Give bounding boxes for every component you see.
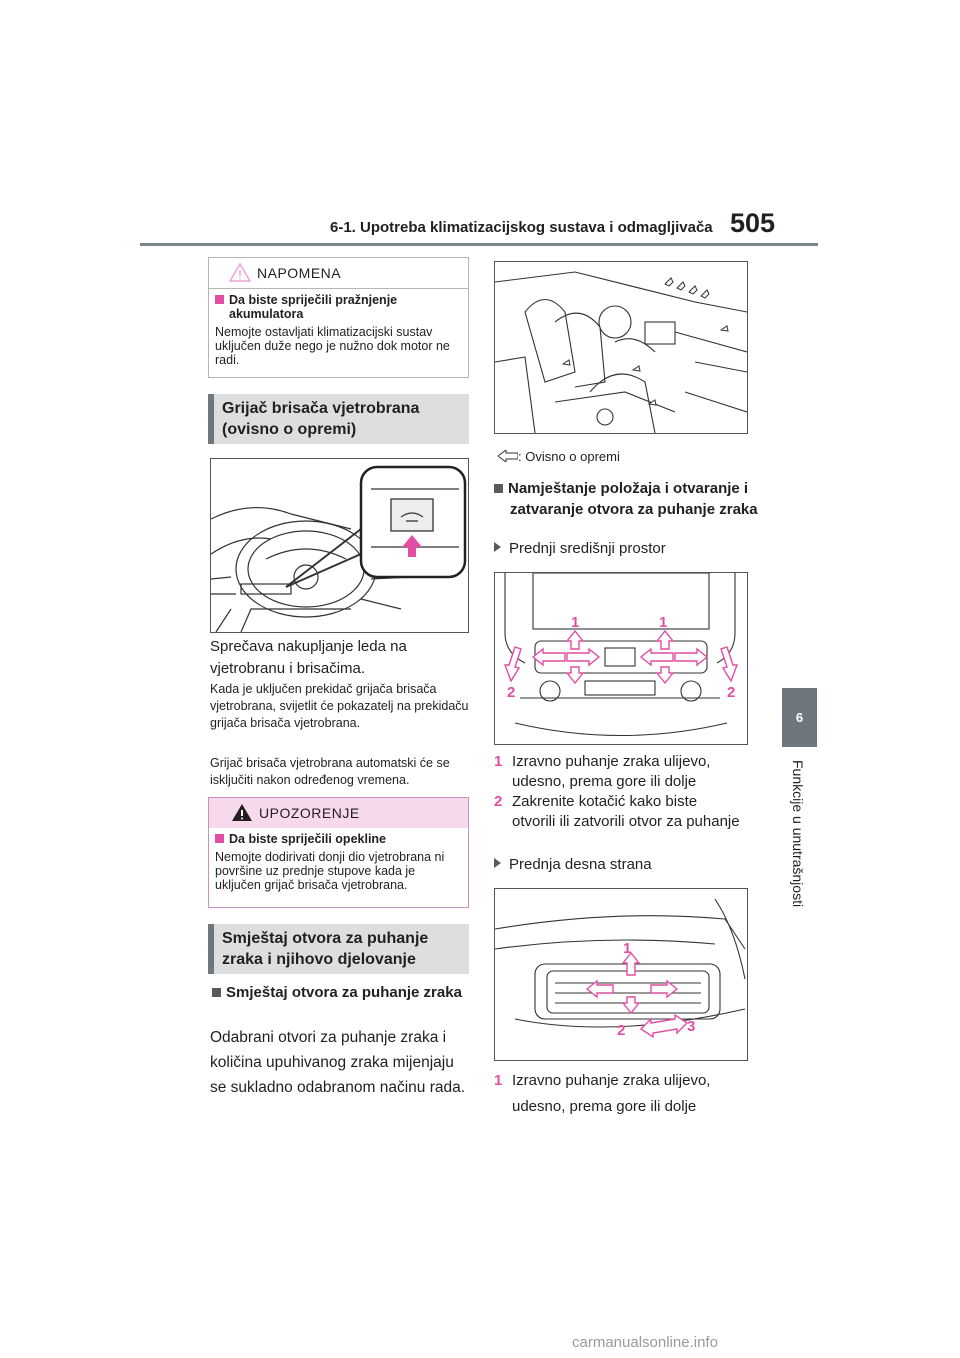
callout-3: 3 [687, 1018, 696, 1035]
section-heading-air-vents: Smještaj otvora za puhanje zraka i njihovo djelovanje [208, 924, 469, 974]
vents-subheading: Smještaj otvora za puhanje zraka [212, 983, 485, 1003]
chapter-side-label: Funkcije u unutrašnjosti [790, 760, 806, 908]
triangle-bullet-icon [494, 542, 501, 552]
bullet-square-icon [215, 295, 224, 304]
callout-2-right: 2 [727, 684, 736, 701]
optional-equipment-arrow-icon [498, 450, 518, 462]
section-heading-wiper-deicer: Grijač brisača vjetrobrana (ovisno o opremi) [208, 394, 469, 444]
note-box [208, 257, 469, 378]
wiper-paragraph-1: Kada je uključen prekidač grijača brisača vjetrobrana, svijetlit će pokazatelj na prekidaču grijača brisača vjetrobrana. [210, 682, 469, 730]
right-item-1: 1 Izravno puhanje zraka ulijevo, udesno, prema gore ili dolje [494, 1072, 711, 1115]
chapter-tab: 6 [782, 688, 817, 747]
vents-text: Odabrani otvori za puhanje zraka i količina upuhivanog zraka mijenjaju se sukladno odabranom načinu rada. [210, 1029, 466, 1096]
front-center-label: Prednji središnji prostor [494, 539, 666, 559]
callout-2: 2 [617, 1022, 626, 1039]
callout-1-left: 1 [571, 614, 580, 631]
triangle-bullet-icon [494, 858, 501, 868]
illustration-right-vent [494, 888, 748, 1061]
adjust-vents-subheading: Namještanje položaja i otvaranje i zatvaranje otvora za puhanje zraka [494, 478, 766, 520]
warning-header [209, 798, 468, 828]
note-subheading: Da biste spriječili pražnjenje akumulatora [229, 293, 398, 321]
center-item-1: 1 Izravno puhanje zraka ulijevo, udesno, prema gore ili dolje [494, 753, 711, 790]
bullet-square-icon [494, 484, 503, 493]
warning-box [208, 797, 469, 908]
illustration-wiper-deicer-switch [210, 458, 469, 633]
caution-outline-icon [229, 262, 251, 282]
bullet-square-icon [215, 834, 224, 843]
bullet-square-icon [212, 988, 221, 997]
warning-text: Nemojte dodirivati donji dio vjetrobrana ni površine uz prednje stupove kada je uključen grijač brisača vjetrobrana. [215, 850, 445, 892]
header-rule [140, 243, 818, 246]
page-number: 505 [730, 208, 776, 238]
illustration-center-vents [494, 572, 748, 745]
note-header [209, 258, 468, 289]
center-item-2: 2 Zakrenite kotačić kako biste otvorili ili zatvorili otvor za puhanje [494, 793, 740, 830]
wiper-paragraph-2: Grijač brisača vjetrobrana automatski će se isključiti nakon određenog vremena. [210, 756, 450, 787]
illustration-cabin-vents [494, 261, 748, 434]
front-right-label: Prednja desna strana [494, 855, 652, 875]
watermark-text: carmanualsonline.info [572, 1334, 718, 1351]
running-header-title: 6-1. Upotreba klimatizacijskog sustava i odmagljivača [330, 219, 713, 236]
warning-triangle-icon [231, 802, 253, 822]
equipment-legend: : Ovisno o opremi [498, 449, 620, 464]
warning-subheading: Da biste spriječili opekline [229, 832, 387, 846]
note-text: Nemojte ostavljati klimatizacijski sustav uključen duže nego je nužno dok motor ne radi. [215, 325, 450, 367]
callout-2-left: 2 [507, 684, 516, 701]
callout-1: 1 [623, 940, 632, 957]
callout-1-right: 1 [659, 614, 668, 631]
wiper-lead-text: Sprečava nakupljanje leda na vjetrobranu i brisačima. [210, 638, 407, 677]
note-heading: NAPOMENA [257, 265, 342, 281]
warning-heading: UPOZORENJE [259, 805, 360, 821]
